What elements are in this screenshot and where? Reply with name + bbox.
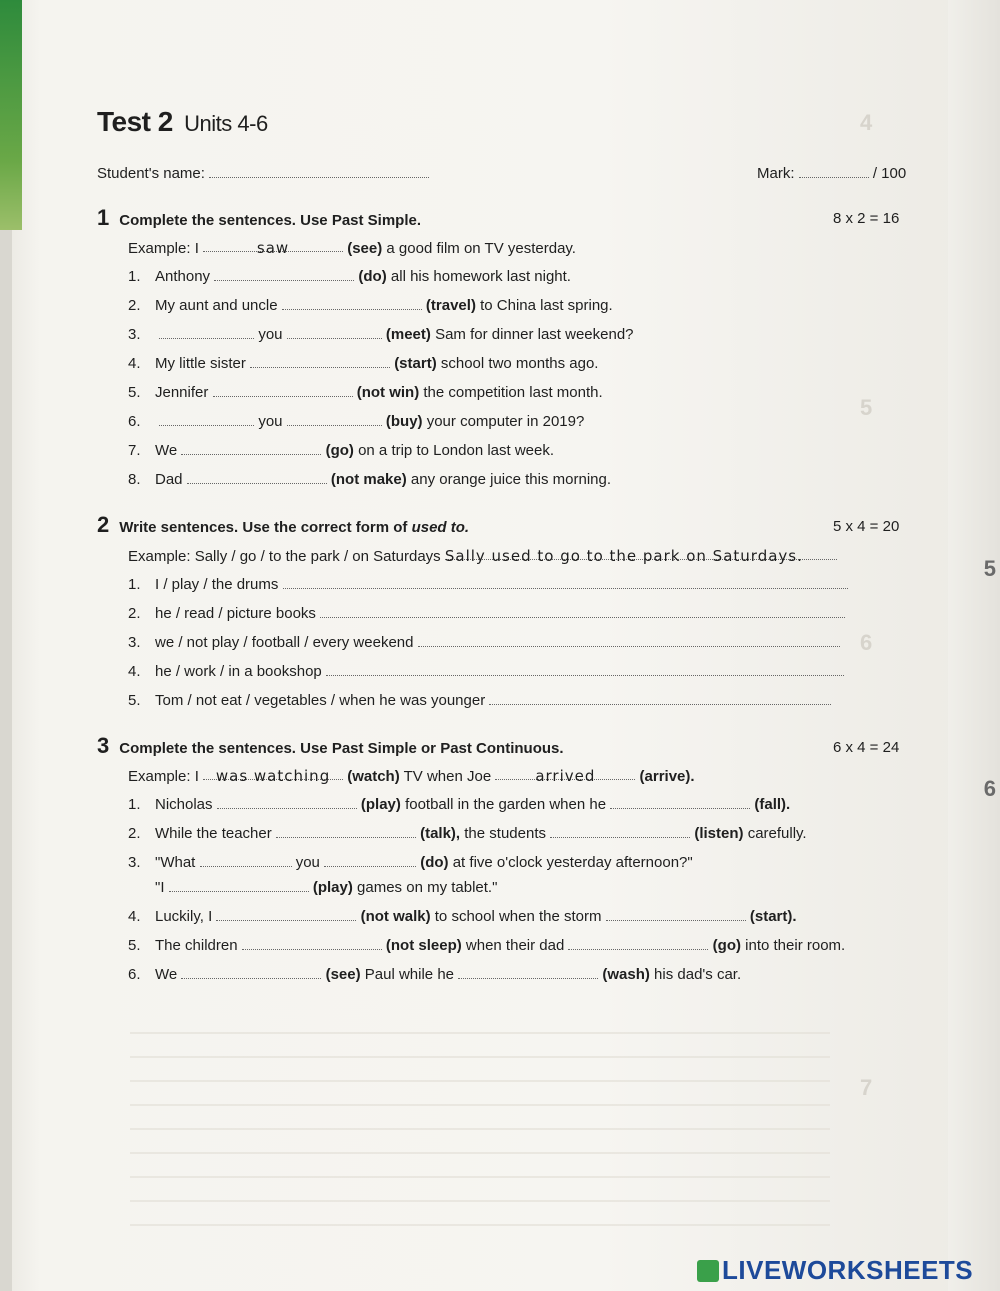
item-text: Luckily, I <box>155 908 213 925</box>
test-name: Test 2 <box>97 106 173 137</box>
s1-item-7 <box>128 442 554 459</box>
item-prompt: I / play / the drums <box>155 576 279 593</box>
show-through: 6 <box>860 630 873 655</box>
item-text: you <box>258 326 283 343</box>
example-text: I <box>194 768 199 785</box>
item-verb: (see) <box>325 966 361 983</box>
answer-blank[interactable] <box>216 908 356 921</box>
item-text: carefully. <box>747 825 807 842</box>
section-1-heading <box>97 205 421 231</box>
answer-blank[interactable] <box>282 297 422 310</box>
answer-blank[interactable] <box>610 796 750 809</box>
example-answer: was watching <box>203 767 343 780</box>
s1-item-8 <box>128 471 611 488</box>
show-through: 7 <box>860 1075 873 1100</box>
liveworksheets-logo-icon <box>697 1260 719 1282</box>
s1-item-3 <box>128 326 634 343</box>
section-number: 2 <box>97 512 110 537</box>
item-number: 1. <box>128 576 141 593</box>
answer-blank[interactable] <box>550 825 690 838</box>
item-verb: (fall). <box>754 796 791 813</box>
item-text: all his homework last night. <box>390 268 571 285</box>
item-number: 3. <box>128 326 141 343</box>
s1-item-1 <box>128 268 571 285</box>
example-label: Example: <box>128 240 191 257</box>
answer-blank[interactable] <box>214 268 354 281</box>
item-verb: (do) <box>420 854 449 871</box>
item-text: My little sister <box>155 355 246 372</box>
item-prompt: we / not play / football / every weekend <box>155 634 414 651</box>
s3-item-4 <box>128 908 797 925</box>
answer-blank[interactable] <box>276 825 416 838</box>
section-title-italic: used to. <box>411 519 470 536</box>
item-number: 6. <box>128 413 141 430</box>
example-answer: arrived <box>495 767 635 780</box>
item-text: to China last spring. <box>480 297 613 314</box>
item-number: 7. <box>128 442 141 459</box>
s1-item-6 <box>128 413 584 430</box>
item-text: The children <box>155 937 238 954</box>
item-text: you <box>295 854 320 871</box>
s3-item-2 <box>128 825 807 842</box>
example-answer: Sally used to go to the park on Saturdays. <box>445 547 837 560</box>
item-number: 1. <box>128 268 141 285</box>
item-number: 1. <box>128 796 141 813</box>
s3-item-6 <box>128 966 741 983</box>
test-title <box>97 106 268 138</box>
brand-logo <box>697 1255 973 1286</box>
item-text: into their room. <box>745 937 846 954</box>
answer-blank[interactable] <box>606 908 746 921</box>
answer-line[interactable] <box>283 576 848 589</box>
show-through: 4 <box>860 110 873 135</box>
item-text: the students <box>464 825 546 842</box>
item-text: school two months ago. <box>440 355 599 372</box>
item-verb: (travel) <box>425 297 476 314</box>
answer-blank[interactable] <box>217 796 357 809</box>
example-text: a good film on TV yesterday. <box>386 240 576 257</box>
s3-item-5 <box>128 937 845 954</box>
example-verb: (watch) <box>347 768 400 785</box>
item-text: games on my tablet." <box>357 879 498 896</box>
s2-item-1 <box>128 576 848 593</box>
mark-label: Mark: <box>757 165 795 182</box>
mark-field[interactable] <box>799 165 869 178</box>
s2-item-4 <box>128 663 844 680</box>
section-number: 1 <box>97 205 110 230</box>
answer-blank[interactable] <box>213 384 353 397</box>
item-text: We <box>155 442 178 459</box>
example-text: I <box>194 240 199 257</box>
brand-text: LIVEWORKSHEETS <box>722 1255 974 1285</box>
item-text: the competition last month. <box>423 384 603 401</box>
item-text: football in the garden when he <box>405 796 607 813</box>
s2-example <box>128 547 837 565</box>
item-number: 4. <box>128 663 141 680</box>
section-title: Complete the sentences. Use Past Simple or Past Continuous. <box>119 740 564 757</box>
item-verb: (play) <box>360 796 401 813</box>
margin-number: 6 <box>983 776 996 801</box>
mark-total: / 100 <box>872 165 907 182</box>
facing-page-edge <box>948 0 1000 1291</box>
item-text: My aunt and uncle <box>155 297 278 314</box>
student-name-row <box>97 165 429 182</box>
answer-blank[interactable] <box>287 413 382 426</box>
margin-number: 5 <box>983 556 996 581</box>
item-number: 8. <box>128 471 141 488</box>
item-verb: (buy) <box>385 413 423 430</box>
s3-example <box>128 767 695 785</box>
section-title: Complete the sentences. Use Past Simple. <box>119 212 422 229</box>
answer-blank[interactable] <box>181 966 321 979</box>
section-3-heading <box>97 733 564 759</box>
s2-item-3 <box>128 634 840 651</box>
answer-blank[interactable] <box>568 937 708 950</box>
item-text: Jennifer <box>155 384 209 401</box>
example-verb: (arrive). <box>639 768 695 785</box>
student-name-label: Student's name: <box>97 165 205 182</box>
item-text: any orange juice this morning. <box>410 471 612 488</box>
item-text: Sam for dinner last weekend? <box>435 326 634 343</box>
section-2-heading <box>97 512 469 538</box>
item-verb: (meet) <box>385 326 431 343</box>
answer-blank[interactable] <box>159 413 254 426</box>
answer-line[interactable] <box>326 663 844 676</box>
answer-line[interactable] <box>489 692 831 705</box>
item-text: on a trip to London last week. <box>358 442 555 459</box>
mark-row <box>757 165 906 182</box>
example-label: Example: <box>128 548 191 565</box>
s3-item-1 <box>128 796 790 813</box>
answer-blank[interactable] <box>324 854 416 867</box>
answer-blank[interactable] <box>250 355 390 368</box>
example-answer: saw <box>203 239 343 252</box>
item-text: "I <box>155 879 165 896</box>
answer-line[interactable] <box>418 634 840 647</box>
s1-example <box>128 239 576 257</box>
s2-item-5 <box>128 692 831 709</box>
binding-strip <box>0 0 22 230</box>
answer-blank[interactable] <box>242 937 382 950</box>
item-number: 2. <box>128 297 141 314</box>
test-units: Units 4-6 <box>184 111 268 136</box>
item-text: While the teacher <box>155 825 272 842</box>
answer-blank[interactable] <box>287 326 382 339</box>
s3-item-3 <box>128 854 693 871</box>
item-text: Anthony <box>155 268 211 285</box>
item-verb: (go) <box>325 442 354 459</box>
answer-blank[interactable] <box>458 966 598 979</box>
student-name-field[interactable] <box>209 165 429 178</box>
item-prompt: he / work / in a bookshop <box>155 663 322 680</box>
item-verb: (talk), <box>420 825 461 842</box>
answer-blank[interactable] <box>200 854 292 867</box>
answer-blank[interactable] <box>187 471 327 484</box>
item-text: your computer in 2019? <box>426 413 585 430</box>
s2-item-2 <box>128 605 845 622</box>
item-text: Paul while he <box>364 966 455 983</box>
item-verb: (wash) <box>602 966 650 983</box>
example-prompt: Sally / go / to the park / on Saturdays <box>194 548 441 565</box>
item-number: 5. <box>128 384 141 401</box>
answer-blank[interactable] <box>159 326 254 339</box>
item-number: 4. <box>128 355 141 372</box>
item-text: when their dad <box>465 937 565 954</box>
answer-line[interactable] <box>320 605 845 618</box>
answer-blank[interactable] <box>169 879 309 892</box>
s1-item-5 <box>128 384 603 401</box>
item-number: 3. <box>128 854 141 871</box>
item-text: "What <box>155 854 196 871</box>
section-title: Write sentences. Use the correct form of <box>119 519 408 536</box>
item-verb: (not make) <box>330 471 407 488</box>
item-text: We <box>155 966 178 983</box>
item-prompt: he / read / picture books <box>155 605 316 622</box>
item-verb: (do) <box>358 268 387 285</box>
item-number: 5. <box>128 692 141 709</box>
item-verb: (play) <box>312 879 353 896</box>
item-prompt: Tom / not eat / vegetables / when he was younger <box>155 692 486 709</box>
s1-item-2 <box>128 297 613 314</box>
item-text: to school when the storm <box>434 908 602 925</box>
item-verb: (listen) <box>694 825 744 842</box>
item-number: 3. <box>128 634 141 651</box>
s3-item-3b <box>155 879 497 896</box>
page-edge <box>0 230 12 1291</box>
item-number: 5. <box>128 937 141 954</box>
item-text: his dad's car. <box>654 966 742 983</box>
item-verb: (not win) <box>356 384 420 401</box>
item-number: 2. <box>128 825 141 842</box>
item-number: 2. <box>128 605 141 622</box>
item-number: 6. <box>128 966 141 983</box>
section-number: 3 <box>97 733 110 758</box>
answer-blank[interactable] <box>181 442 321 455</box>
item-text: at five o'clock yesterday afternoon?" <box>452 854 693 871</box>
item-text: you <box>258 413 283 430</box>
item-verb: (not sleep) <box>385 937 462 954</box>
item-verb: (not walk) <box>360 908 431 925</box>
example-label: Example: <box>128 768 191 785</box>
section-3-score: 6 x 4 = 24 <box>833 739 900 756</box>
item-number: 4. <box>128 908 141 925</box>
item-verb: (go) <box>712 937 741 954</box>
item-text: Nicholas <box>155 796 213 813</box>
item-verb: (start). <box>749 908 797 925</box>
example-verb: (see) <box>347 240 383 257</box>
show-through: 5 <box>860 395 873 420</box>
item-verb: (start) <box>394 355 437 372</box>
section-2-score: 5 x 4 = 20 <box>833 518 900 535</box>
item-text: Dad <box>155 471 183 488</box>
example-text: TV when Joe <box>403 768 492 785</box>
section-1-score: 8 x 2 = 16 <box>833 210 900 227</box>
s1-item-4 <box>128 355 598 372</box>
show-through-lines <box>130 1010 830 1240</box>
